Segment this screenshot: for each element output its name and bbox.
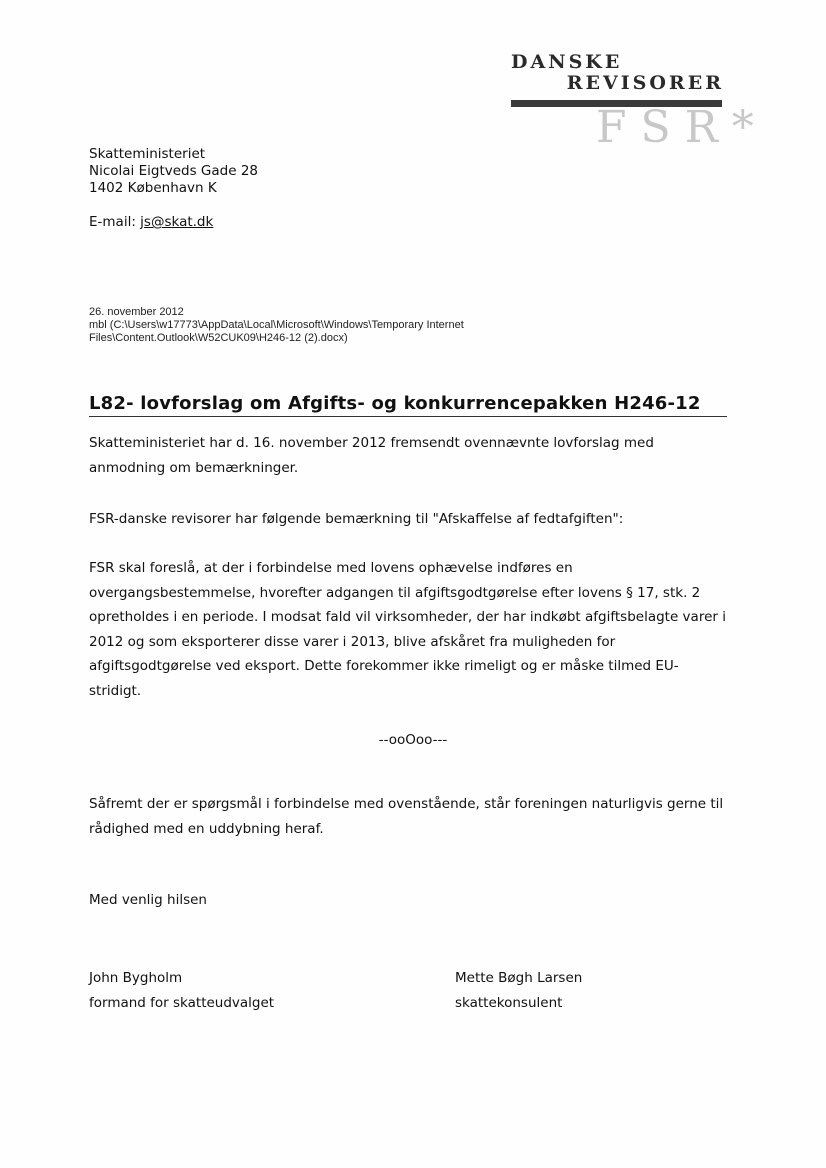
closing-greeting: Med venlig hilsen <box>89 892 207 908</box>
signature-right-name: Mette Bøgh Larsen <box>455 970 583 986</box>
body-paragraph-3: FSR skal foreslå, at der i forbindelse med lovens ophævelse indføres en overgangsbestemmelse, hvorefter adgangen til afgiftsgodtgørelse efter lovens § 17, stk. 2 opretholdes i en periode. I modsat fald vil virksomheder, der har indkøbt afgiftsbelagte varer i 2012 og som eksporterer disse varer i 2013, blive afskåret fra muligheden for afgiftsgodtgørelse ved eksport. Dette forekommer ikke rimeligt og er måske tilmed EU-stridigt. <box>89 560 726 699</box>
recipient-name: Skatteministeriet <box>89 146 206 162</box>
logo-line-revisorer: REVISORER <box>566 72 724 94</box>
recipient-email-line <box>89 214 213 230</box>
email-link[interactable]: js@skat.dk <box>140 214 214 230</box>
body-paragraph-4: Såfremt der er spørgsmål i forbindelse med ovenstående, står foreningen naturligvis gerne til rådighed med en uddybning heraf. <box>89 796 724 837</box>
signature-left-name: John Bygholm <box>89 970 183 986</box>
recipient-street: Nicolai Eigtveds Gade 28 <box>89 163 259 179</box>
recipient-city: 1402 København K <box>89 180 217 196</box>
fsr-logo-mark: FSR* <box>596 102 768 153</box>
body-paragraph-2: FSR-danske revisorer har følgende bemærkning til "Afskaffelse af fedtafgiften": <box>89 511 624 527</box>
email-label: E-mail: <box>89 214 141 230</box>
signature-left-title: formand for skatteudvalget <box>89 994 275 1011</box>
logo-line-danske: DANSKE <box>511 51 623 73</box>
letter-date: 26. november 2012 <box>89 306 184 318</box>
subject-text: L82- lovforslag om Afgifts- og konkurrencepakken H246-12 <box>89 393 701 414</box>
letter-meta <box>89 306 559 345</box>
signature-left <box>89 966 274 1015</box>
file-reference-line2: Files\Content.Outlook\W52CUK09\H246-12 (2).docx) <box>89 332 348 344</box>
file-reference-line1: mbl (C:\Users\w17773\AppData\Local\Microsoft\Windows\Temporary Internet <box>89 319 464 331</box>
separator: --ooOoo--- <box>378 732 448 748</box>
signature-right <box>455 966 582 1015</box>
body-paragraph-1: Skatteministeriet har d. 16. november 2012 fremsendt ovennævnte lovforslag med anmodning om bemærkninger. <box>89 435 654 476</box>
subject-heading <box>89 393 727 417</box>
signature-right-title: skattekonsulent <box>455 994 563 1011</box>
danske-revisorer-logo <box>500 46 768 156</box>
recipient-address <box>89 146 258 197</box>
